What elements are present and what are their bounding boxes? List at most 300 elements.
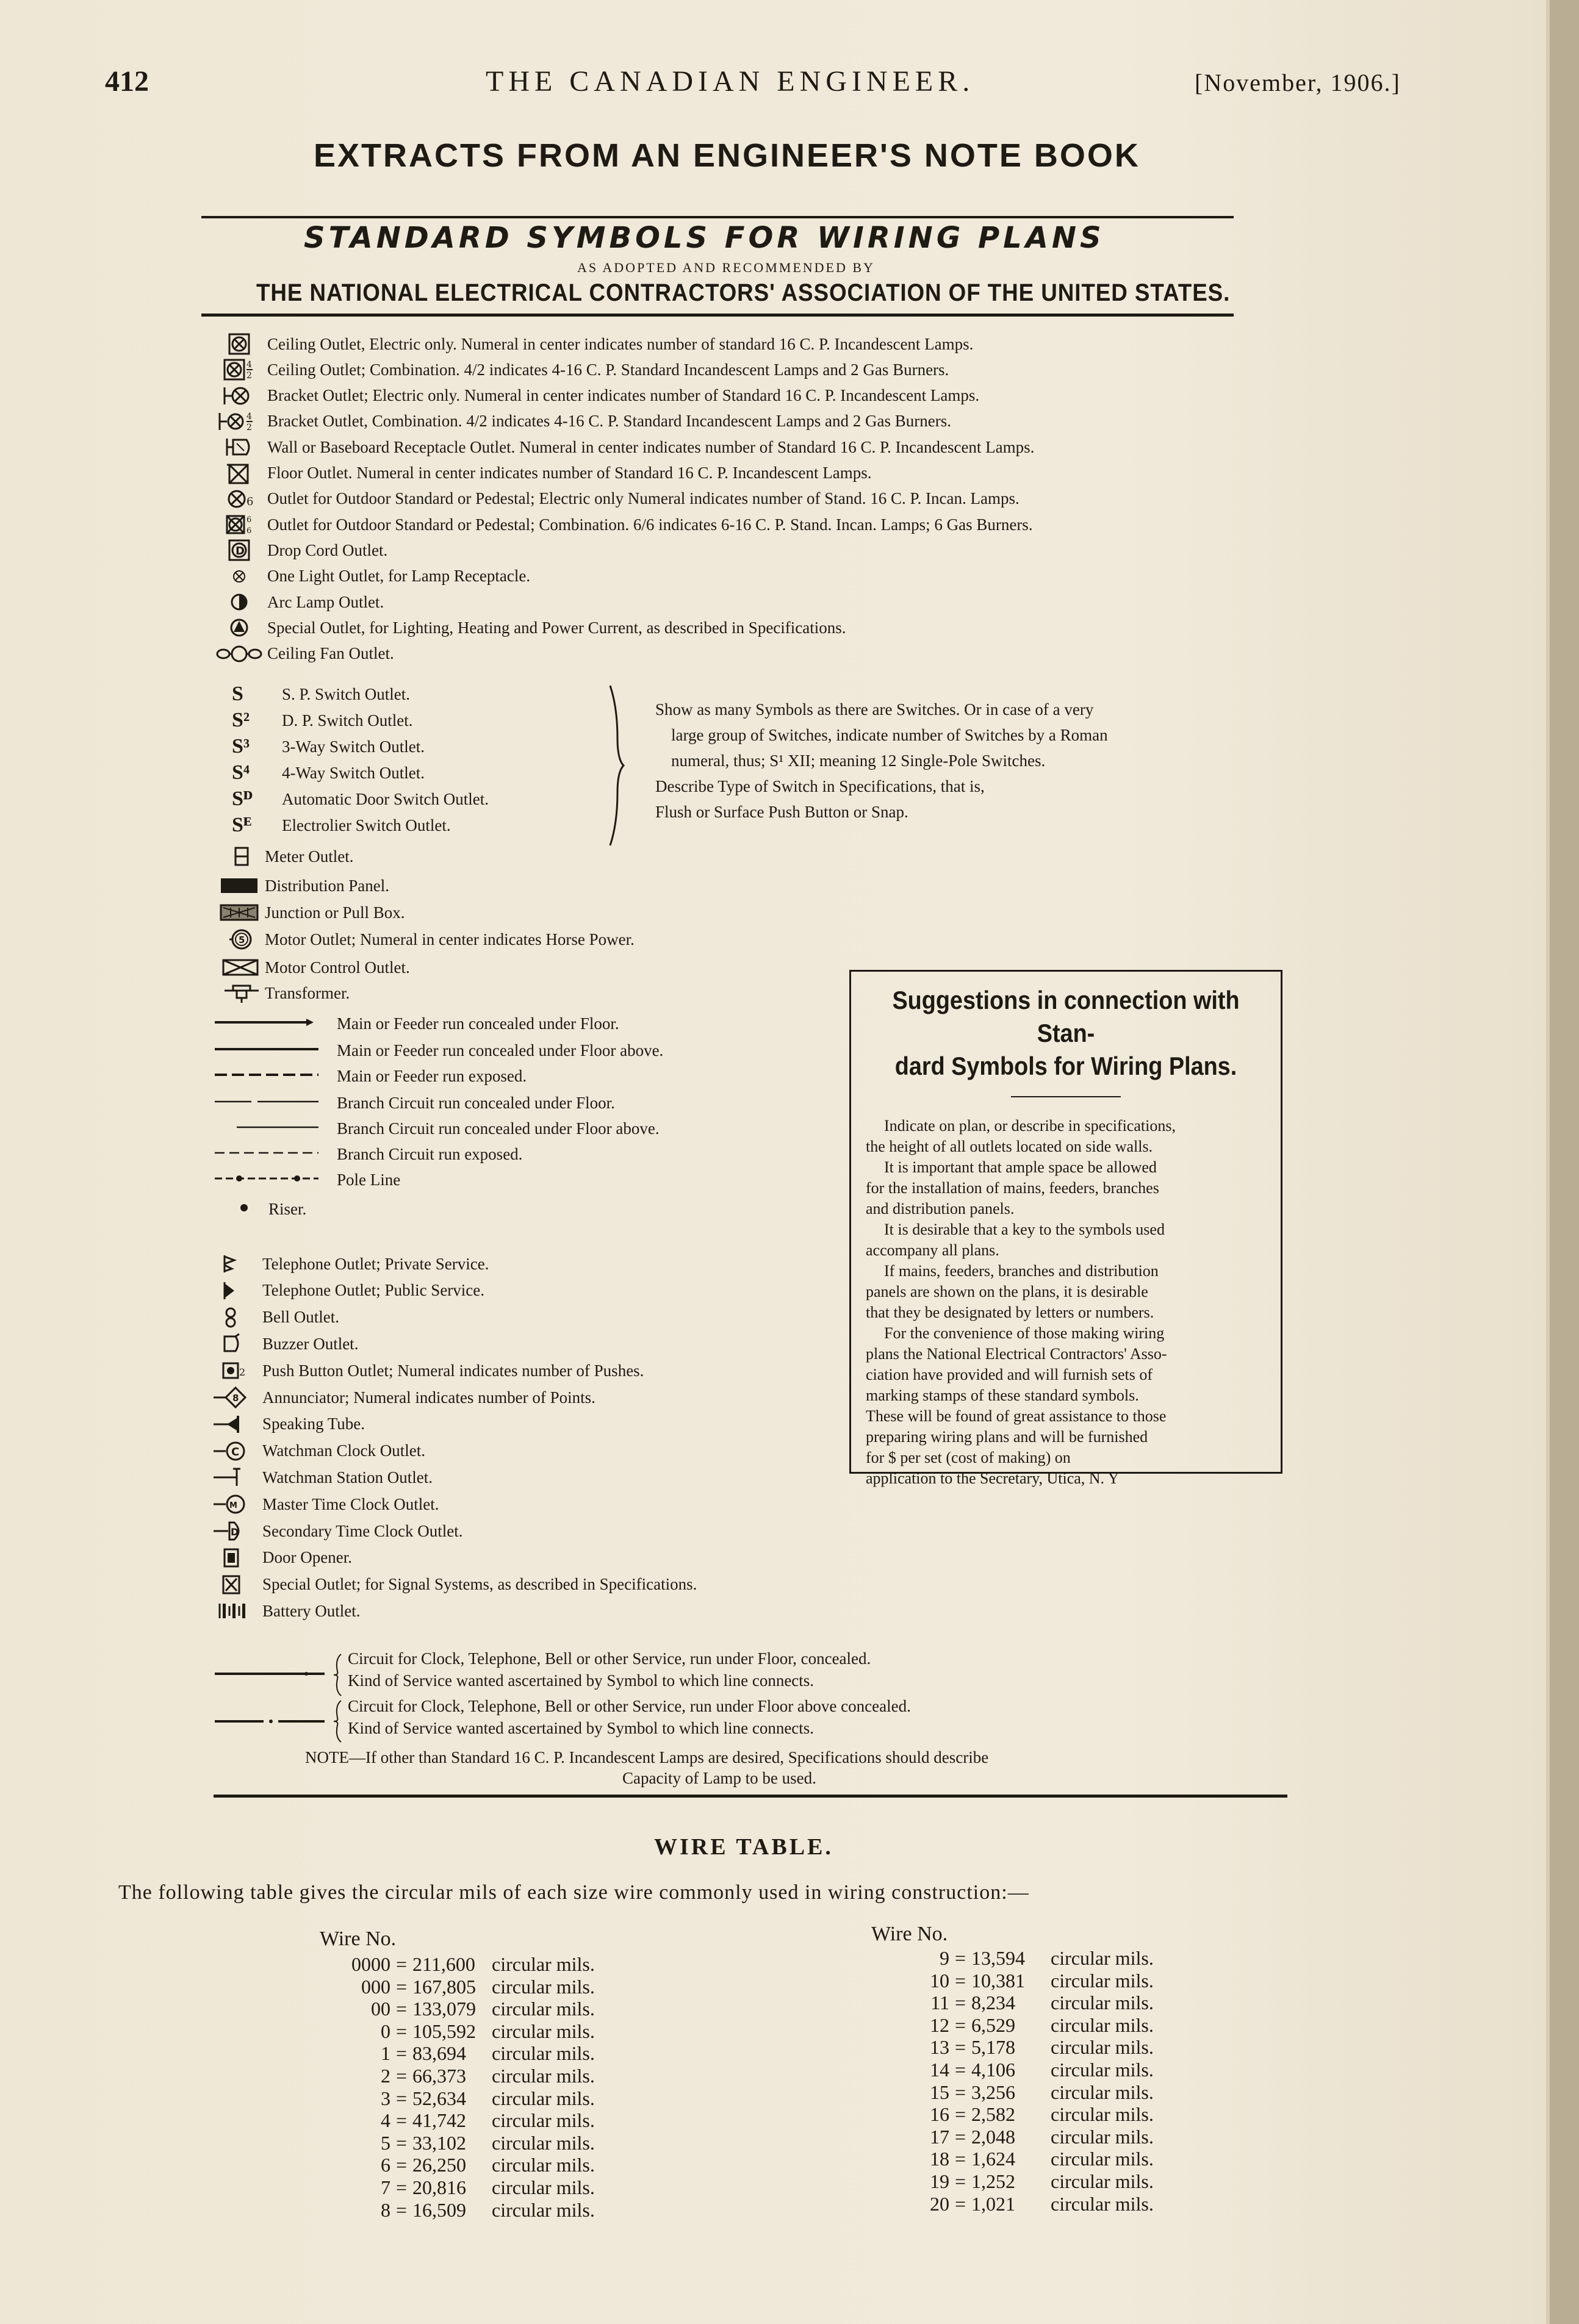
wire-row: [883, 2059, 1154, 2081]
wire-table-intro: The following table gives the circular mils of each size wire commonly used in wiring construction:—: [118, 1881, 1029, 1904]
suggestion-line: plans the National Electrical Contractors' Asso-: [866, 1345, 1167, 1363]
wire-row: [883, 2148, 1154, 2170]
switch-symbol-icon: S²: [232, 709, 250, 731]
equals-sign: =: [954, 2148, 966, 2170]
switch-label: Automatic Door Switch Outlet.: [282, 789, 489, 808]
suggestions-divider: [1011, 1096, 1121, 1097]
apparatus-symbol-label: Distribution Panel.: [265, 876, 389, 895]
wire-number: 7: [381, 2176, 390, 2198]
wire-number: 0000: [351, 1953, 390, 1975]
wire-mils: 6,529: [971, 2014, 1015, 2036]
switch-label: D. P. Switch Outlet.: [282, 711, 413, 730]
wire-mils: 8,234: [971, 1992, 1015, 2014]
wire-row: [883, 2170, 1154, 2193]
main-exposed-line-icon: [215, 1063, 337, 1090]
signal-symbol-row: [212, 1599, 360, 1623]
switch-note-line: Show as many Symbols as there are Switches. Or in case of a very: [655, 700, 1094, 719]
equals-sign: =: [954, 2059, 966, 2081]
wire-unit: circular mils.: [492, 2042, 595, 2065]
wire-number: 3: [381, 2087, 390, 2109]
equals-sign: =: [954, 1947, 966, 1969]
drop-cord-outlet-icon: [216, 538, 262, 562]
wire-unit: circular mils.: [1051, 1947, 1154, 1969]
wire-row: [883, 2036, 1154, 2059]
outlet-symbol-row: [216, 512, 1033, 537]
wire-unit: circular mils.: [492, 1998, 595, 2020]
outlet-symbol-label: Outlet for Outdoor Standard or Pedestal; Electric only Numeral indicates number of Stand. 16 C. P. Incan. Lamps.: [267, 489, 1020, 508]
equals-sign: =: [395, 2154, 408, 2176]
wall-receptacle-outlet-icon: [216, 435, 262, 459]
svg-text:M: M: [229, 1501, 237, 1511]
wire-mils: 105,592: [412, 2020, 476, 2042]
suggestion-line: For the convenience of those making wiring: [884, 1324, 1165, 1342]
wire-number: 17: [930, 2125, 949, 2148]
signal-symbol-row: [212, 1412, 365, 1436]
watchman-clock-outlet-icon: [212, 1439, 259, 1463]
line-symbol-label: Main or Feeder run concealed under Floor above.: [337, 1041, 664, 1060]
equals-sign: =: [395, 2087, 408, 2109]
wire-mils: 52,634: [412, 2087, 466, 2109]
equals-sign: =: [395, 1998, 408, 2020]
wire-number: 6: [381, 2154, 390, 2176]
svg-text:6: 6: [246, 515, 252, 525]
apparatus-symbol-label: Motor Outlet; Numeral in center indicates Horse Power.: [265, 930, 635, 949]
circuit-1-line-2: Kind of Service wanted ascertained by Symbol to which line connects.: [348, 1671, 815, 1690]
signal-symbol-row: [212, 1546, 352, 1570]
line-symbol-row: [215, 1011, 619, 1036]
wire-unit: circular mils.: [492, 2131, 595, 2154]
equals-sign: =: [395, 2065, 408, 2087]
outlet-symbol-label: Ceiling Outlet, Electric only. Numeral in center indicates number of standard 16 C. P. Incandescent Lamps.: [267, 334, 974, 353]
heading-rule: [201, 314, 1234, 317]
wire-number: 0: [381, 2020, 390, 2042]
outlet-symbol-row: [216, 487, 1020, 511]
line-symbol-row: [215, 1038, 663, 1063]
circuit-2-line-1: Circuit for Clock, Telephone, Bell or other Service, run under Floor above concealed.: [348, 1697, 911, 1715]
wire-unit: circular mils.: [492, 2198, 595, 2221]
wire-no-header-left: Wire No.: [320, 1928, 397, 1950]
watchman-station-outlet-icon: [212, 1465, 259, 1490]
apparatus-symbol-label: Meter Outlet.: [265, 847, 354, 866]
wire-row: [883, 2193, 1154, 2215]
equals-sign: =: [395, 2198, 408, 2221]
wire-mils: 211,600: [412, 1953, 475, 1975]
top-rule: [201, 216, 1234, 218]
bracket-outlet-combination-icon: [216, 409, 262, 434]
line-symbol-label: Branch Circuit run concealed under Floor above.: [337, 1119, 660, 1138]
wire-table-title: WIRE TABLE.: [654, 1834, 833, 1860]
journal-name: THE CANADIAN ENGINEER.: [486, 65, 975, 98]
signal-symbol-label: Secondary Time Clock Outlet.: [262, 1521, 463, 1540]
outlet-symbol-label: Ceiling Outlet; Combination. 4/2 indicates 4-16 C. P. Standard Incandescent Lamps and 2 Gas Burners.: [267, 360, 949, 379]
signal-symbol-label: Watchman Clock Outlet.: [262, 1441, 426, 1460]
association-line: THE NATIONAL ELECTRICAL CONTRACTORS' ASSOCIATION OF THE UNITED STATES.: [256, 279, 1231, 306]
wire-row: [325, 1998, 595, 2020]
outlet-symbol-label: Bracket Outlet; Electric only. Numeral in center indicates number of Standard 16 C. P. Incandescent Lamps.: [267, 386, 980, 405]
wire-number: 9: [940, 1947, 949, 1969]
signal-symbol-row: [212, 1332, 358, 1356]
suggestion-line: the height of all outlets located on side walls.: [866, 1138, 1153, 1155]
equals-sign: =: [395, 1953, 408, 1975]
equals-sign: =: [954, 2036, 966, 2059]
svg-text:6: 6: [246, 495, 254, 508]
wire-mils: 33,102: [412, 2131, 466, 2154]
signal-symbol-label: Watchman Station Outlet.: [262, 1468, 433, 1487]
wire-unit: circular mils.: [492, 1953, 595, 1975]
outdoor-outlet-icon: [216, 487, 262, 511]
wire-row: [883, 1947, 1154, 1970]
wire-mils: 41,742: [412, 2109, 466, 2132]
line-symbol-label: Riser.: [268, 1199, 307, 1218]
suggestion-line: and distribution panels.: [866, 1200, 1015, 1218]
wire-unit: circular mils.: [1051, 1969, 1154, 1992]
one-light-outlet-icon: [216, 564, 262, 589]
wire-unit: circular mils.: [1051, 2103, 1154, 2126]
signal-symbol-label: Battery Outlet.: [262, 1601, 361, 1620]
apparatus-symbol-row: [218, 844, 353, 869]
wire-mils: 167,805: [412, 1975, 476, 1998]
switch-note-line: numeral, thus; S¹ XII; meaning 12 Single-Pole Switches.: [671, 751, 1046, 770]
page-title: EXTRACTS FROM AN ENGINEER'S NOTE BOOK: [314, 137, 1140, 174]
wire-number: 000: [361, 1975, 390, 1998]
arc-lamp-outlet-icon: [216, 590, 262, 614]
suggestion-line: preparing wiring plans and will be furnished: [866, 1428, 1148, 1446]
main-concealed-above-line-icon: [215, 1037, 337, 1064]
svg-text:6: 6: [246, 526, 252, 536]
wire-number: 10: [930, 1969, 949, 1992]
wire-number: 12: [930, 2014, 949, 2036]
signal-symbol-label: Bell Outlet.: [262, 1308, 339, 1327]
switch-symbol-icon: S⁴: [232, 761, 250, 784]
switch-symbol-icon: Sᴱ: [232, 814, 252, 836]
wire-mils: 16,509: [412, 2198, 466, 2221]
suggestion-line: panels are shown on the plans, it is desirable: [866, 1283, 1148, 1300]
wire-number: 1: [381, 2042, 390, 2065]
wire-mils: 26,250: [412, 2154, 466, 2176]
apparatus-symbol-label: Transformer.: [265, 983, 350, 1002]
equals-sign: =: [954, 2192, 966, 2215]
switch-symbol-icon: S: [232, 683, 243, 705]
wire-mils: 13,594: [971, 1947, 1025, 1969]
speaking-tube-icon: [212, 1412, 259, 1436]
issue-date: [November, 1906.]: [1195, 69, 1401, 96]
clock-circuit-above-line-icon: [215, 1715, 331, 1727]
apparatus-symbol-label: Junction or Pull Box.: [265, 903, 405, 922]
wire-row: [883, 2103, 1154, 2126]
switch-note-line: large group of Switches, indicate number of Switches by a Roman: [671, 726, 1108, 744]
transformer-icon: [218, 981, 265, 1005]
signal-symbol-row: [212, 1439, 425, 1463]
svg-text:D: D: [231, 1526, 239, 1538]
signal-symbol-label: Telephone Outlet; Private Service.: [262, 1254, 489, 1273]
wire-unit: circular mils.: [1051, 2059, 1154, 2081]
switch-label: 4-Way Switch Outlet.: [282, 763, 425, 782]
switch-brace-icon: [606, 683, 625, 848]
telephone-private-icon: [212, 1252, 259, 1276]
switch-row: [232, 682, 410, 706]
suggestion-line: that they be designated by letters or numbers.: [866, 1304, 1154, 1321]
suggestion-line: It is desirable that a key to the symbols used: [884, 1221, 1165, 1238]
branch-concealed-floor-line-icon: [215, 1089, 337, 1117]
outlet-symbol-label: Wall or Baseboard Receptacle Outlet. Numeral in center indicates number of Standard 16 C. P. Incandescent Lamps.: [267, 437, 1035, 456]
main-concealed-floor-line-icon: [215, 1010, 337, 1038]
line-symbol-label: Branch Circuit run concealed under Floor.: [337, 1093, 615, 1112]
outlet-symbol-label: Outlet for Outdoor Standard or Pedestal; Combination. 6/6 indicates 6-16 C. P. Stand. Incan. Lamps; 6 Gas Burners.: [267, 515, 1033, 534]
adopted-line: AS ADOPTED AND RECOMMENDED BY: [577, 260, 875, 275]
switch-row: [232, 708, 413, 733]
equals-sign: =: [395, 1975, 408, 1998]
wire-unit: circular mils.: [492, 1975, 595, 1998]
svg-text:C: C: [231, 1445, 240, 1458]
line-symbol-row: [215, 1167, 400, 1192]
wire-row: [325, 2042, 595, 2065]
suggestions-box: [849, 970, 1282, 1487]
wire-row: [883, 2014, 1154, 2037]
wire-number: 16: [930, 2103, 949, 2126]
floor-outlet-icon: [216, 461, 262, 486]
switch-row: [232, 787, 489, 811]
outlet-symbol-row: [216, 384, 979, 408]
ceiling-fan-outlet-icon: [216, 642, 262, 666]
switch-note-line: Flush or Surface Push Button or Snap.: [655, 803, 908, 821]
outdoor-outlet-combination-icon: [216, 512, 262, 537]
wire-mils: 83,694: [412, 2042, 466, 2065]
circuit-2-line-2: Kind of Service wanted ascertained by Symbol to which line connects.: [348, 1719, 815, 1737]
svg-text:5: 5: [239, 934, 245, 945]
bottom-rule: [214, 1795, 1287, 1798]
suggestions-text: [851, 1116, 1281, 1489]
switch-row: [232, 761, 425, 785]
equals-sign: =: [954, 2081, 966, 2103]
wire-number: 20: [930, 2192, 949, 2215]
wire-unit: circular mils.: [492, 2065, 595, 2087]
motor-control-outlet-icon: [218, 955, 265, 980]
wire-unit: circular mils.: [492, 2154, 595, 2176]
apparatus-symbol-label: Motor Control Outlet.: [265, 958, 410, 977]
apparatus-symbol-row: [218, 981, 350, 1005]
wire-row: [883, 1992, 1154, 2014]
outlet-symbol-row: [216, 590, 384, 614]
apparatus-symbol-row: [218, 927, 635, 952]
apparatus-symbol-row: [218, 900, 405, 925]
wire-row: [883, 2126, 1154, 2148]
signal-symbol-row: [212, 1279, 484, 1303]
equals-sign: =: [395, 2020, 408, 2042]
circuit-1-line-1: Circuit for Clock, Telephone, Bell or other Service, run under Floor, concealed.: [348, 1649, 871, 1668]
signal-symbol-row: [212, 1358, 644, 1383]
wire-row: [325, 2065, 595, 2087]
wire-row: [325, 2132, 595, 2154]
wire-mils: 133,079: [412, 1998, 476, 2020]
outlet-symbol-row: [216, 642, 394, 666]
outlet-symbol-row: [216, 564, 530, 589]
switch-row: [232, 734, 425, 759]
annunciator-icon: [212, 1385, 259, 1410]
wire-mils: 3,256: [971, 2081, 1015, 2103]
battery-outlet-icon: [212, 1599, 259, 1623]
suggestion-line: ciation have provided and will furnish sets of: [866, 1366, 1153, 1383]
switch-label: Electrolier Switch Outlet.: [282, 816, 451, 834]
riser-icon: [207, 1196, 268, 1223]
master-time-clock-icon: [212, 1492, 259, 1516]
equals-sign: =: [395, 2131, 408, 2154]
signal-symbol-label: Push Button Outlet; Numeral indicates number of Pushes.: [262, 1361, 644, 1380]
line-symbol-label: Branch Circuit run exposed.: [337, 1144, 523, 1163]
wire-number: 15: [930, 2081, 949, 2103]
signal-symbol-label: Speaking Tube.: [262, 1415, 365, 1433]
outlet-symbol-label: Drop Cord Outlet.: [267, 540, 388, 559]
svg-text:2: 2: [246, 422, 252, 432]
page-edge: [1550, 0, 1579, 2324]
page-edge-shadow: [1546, 0, 1550, 2324]
equals-sign: =: [395, 2109, 408, 2132]
wire-row: [325, 1953, 595, 1976]
outlet-symbol-row: [216, 409, 951, 434]
suggestion-line: for the installation of mains, feeders, branches: [866, 1179, 1159, 1197]
wire-unit: circular mils.: [492, 2176, 595, 2198]
svg-text:4: 4: [246, 360, 252, 370]
svg-text:2: 2: [239, 1366, 246, 1379]
ceiling-outlet-combination-icon: [216, 357, 262, 382]
wire-unit: circular mils.: [492, 2087, 595, 2109]
wire-number: 14: [930, 2059, 949, 2081]
wire-number: 2: [381, 2065, 390, 2087]
signal-symbol-row: [212, 1385, 595, 1410]
wire-row: [325, 2020, 595, 2043]
signal-symbol-label: Telephone Outlet; Public Service.: [262, 1281, 485, 1300]
buzzer-outlet-icon: [212, 1332, 259, 1356]
equals-sign: =: [954, 1969, 966, 1992]
signal-symbol-label: Door Opener.: [262, 1548, 352, 1567]
wire-unit: circular mils.: [1051, 2192, 1154, 2215]
wire-mils: 10,381: [971, 1969, 1025, 1992]
signal-symbol-label: Master Time Clock Outlet.: [262, 1494, 439, 1513]
wire-mils: 5,178: [971, 2036, 1015, 2059]
wire-number: 18: [930, 2148, 949, 2170]
suggestions-title-line-1: Suggestions in connection with Stan-: [892, 986, 1240, 1047]
signal-symbol-row: [212, 1492, 439, 1516]
line-symbol-row: [215, 1064, 527, 1088]
signal-symbol-row: [212, 1519, 462, 1543]
outlet-symbol-row: [216, 435, 1034, 459]
switch-symbol-icon: S³: [232, 735, 250, 758]
suggestion-line: These will be found of great assistance to those: [866, 1407, 1167, 1425]
outlet-symbol-label: Floor Outlet. Numeral in center indicates number of Standard 16 C. P. Incandescent Lamps.: [267, 464, 872, 482]
line-symbol-row: [215, 1116, 660, 1141]
wire-number: 11: [930, 1992, 949, 2014]
note-line-1: NOTE—If other than Standard 16 C. P. Incandescent Lamps are desired, Specifications should describe: [305, 1748, 989, 1766]
junction-box-icon: [218, 900, 265, 925]
switch-row: [232, 813, 451, 837]
wire-row: [325, 1976, 595, 1998]
signal-symbol-row: [212, 1465, 433, 1490]
wire-unit: circular mils.: [1051, 2148, 1154, 2170]
svg-text:2: 2: [246, 371, 252, 381]
meter-outlet-icon: [218, 844, 265, 869]
wire-unit: circular mils.: [1051, 1992, 1154, 2014]
line-symbol-label: Main or Feeder run concealed under Floor.: [337, 1014, 619, 1033]
page-number: 412: [105, 65, 149, 98]
special-signal-outlet-icon: [212, 1573, 259, 1597]
outlet-symbol-label: Special Outlet, for Lighting, Heating and Power Current, as described in Specifications.: [267, 618, 846, 637]
switch-symbol-icon: Sᴰ: [232, 787, 253, 810]
svg-text:4: 4: [246, 411, 252, 421]
wire-unit: circular mils.: [1051, 2014, 1154, 2036]
suggestion-line: accompany all plans.: [866, 1241, 999, 1259]
switch-note-line: Describe Type of Switch in Specifications, that is,: [655, 777, 985, 795]
equals-sign: =: [954, 1992, 966, 2014]
wire-mils: 4,106: [971, 2059, 1015, 2081]
bracket-outlet-icon: [216, 384, 262, 408]
outlet-symbol-label: Arc Lamp Outlet.: [267, 592, 384, 611]
wire-row: [325, 2154, 595, 2176]
outlet-symbol-row: [216, 332, 973, 356]
wire-row: [325, 2109, 595, 2132]
signal-symbol-row: [212, 1573, 697, 1597]
outlet-symbol-label: Bracket Outlet, Combination. 4/2 indicates 4-16 C. P. Standard Incandescent Lamps and 2 Gas Burners.: [267, 412, 952, 431]
outlet-symbol-row: [216, 357, 949, 382]
wire-unit: circular mils.: [1051, 2170, 1154, 2192]
outlet-symbol-row: [216, 538, 387, 562]
signal-symbol-row: [212, 1305, 339, 1330]
wire-unit: circular mils.: [1051, 2125, 1154, 2148]
outlet-symbol-row: [216, 461, 872, 486]
suggestion-line: application to the Secretary, Utica, N. Y: [866, 1469, 1120, 1487]
wire-number: 13: [930, 2036, 949, 2059]
secondary-time-clock-icon: [212, 1519, 259, 1543]
line-symbol-label: Pole Line: [337, 1170, 401, 1189]
bell-outlet-icon: [212, 1305, 259, 1330]
wire-mils: 66,373: [412, 2065, 466, 2087]
wire-unit: circular mils.: [492, 2020, 595, 2042]
switch-label: 3-Way Switch Outlet.: [282, 737, 425, 756]
line-symbol-row: [215, 1142, 522, 1166]
wire-mils: 20,816: [412, 2176, 466, 2198]
switch-label: S. P. Switch Outlet.: [282, 684, 411, 703]
suggestions-title-line-2: dard Symbols for Wiring Plans.: [894, 1052, 1237, 1080]
signal-symbol-label: Annunciator; Numeral indicates number of Points.: [262, 1388, 595, 1407]
equals-sign: =: [954, 2125, 966, 2148]
wire-row: [883, 1970, 1154, 1992]
wire-number: 00: [371, 1998, 390, 2020]
distribution-panel-icon: [218, 873, 265, 898]
wire-row: [325, 2176, 595, 2199]
signal-symbol-row: [212, 1252, 489, 1276]
wire-unit: circular mils.: [1051, 2036, 1154, 2059]
wire-number: 4: [381, 2109, 390, 2132]
line-symbol-label: Main or Feeder run exposed.: [337, 1066, 527, 1085]
signal-symbol-label: Special Outlet; for Signal Systems, as described in Specifications.: [262, 1575, 697, 1594]
equals-sign: =: [954, 2014, 966, 2036]
equals-sign: =: [395, 2176, 408, 2198]
wire-unit: circular mils.: [1051, 2081, 1154, 2103]
wire-mils: 1,252: [971, 2170, 1015, 2192]
wire-mils: 2,582: [971, 2103, 1015, 2126]
wire-mils: 1,021: [971, 2192, 1015, 2215]
ceiling-outlet-icon: [216, 332, 262, 356]
wire-row: [883, 2081, 1154, 2104]
wire-number: 5: [381, 2131, 390, 2154]
svg-text:D: D: [236, 545, 245, 558]
push-button-outlet-icon: [212, 1358, 259, 1383]
standard-heading: STANDARD SYMBOLS FOR WIRING PLANS: [304, 221, 1105, 255]
equals-sign: =: [954, 2103, 966, 2126]
wire-no-header-right: Wire No.: [871, 1923, 948, 1945]
line-symbol-row: [215, 1091, 615, 1115]
door-opener-icon: [212, 1546, 259, 1570]
wire-number: 19: [930, 2170, 949, 2192]
apparatus-symbol-row: [218, 873, 389, 898]
